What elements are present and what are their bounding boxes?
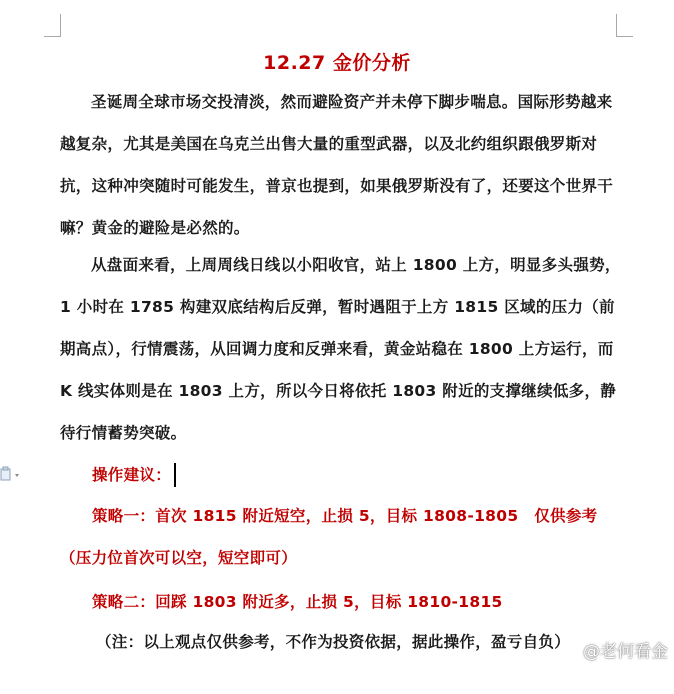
document-title: 12.27 金价分析 [263, 52, 411, 74]
strategy-two: 策略二：回踩 1803 附近多，止损 5，目标 1810-1815 [92, 593, 503, 611]
page-corner-top-left [44, 14, 61, 37]
paragraph-technical-analysis: 从盘面来看，上周周线日线以小阳收官，站上 1800 上方，明显多头强势，1 小时在 1785 构建双底结构后反弹，暂时遇阻于上方 1815 区域的压力（前期高点），行情震荡，从回调力度和反弹来看，黄金站稳在 1800 上方运行，而 K 线实体则是在 1803 上方，所以今日将依托 1803 附近的支撑继续低多，静待行情蓄势突破。 [60, 256, 621, 442]
watermark [561, 637, 668, 662]
page-corner-top-right [616, 14, 633, 37]
advice-label-line [92, 463, 176, 488]
advice-label: 操作建议： [92, 466, 172, 484]
strategy-one: 策略一：首次 1815 附近短空，止损 5，目标 1808-1805 仅供参考（压力位首次可以空，短空即可） [60, 507, 598, 567]
toutiao-logo-icon [561, 640, 581, 660]
paragraph-market-overview: 圣诞周全球市场交投清淡，然而避险资产并未停下脚步喘息。国际形势越来越复杂，尤其是美国在乌克兰出售大量的重型武器，以及北约组织跟俄罗斯对抗，这种冲突随时可能发生，普京也提到，如果俄罗斯没有了，还要这个世界干嘛？黄金的避险是必然的。 [60, 93, 614, 237]
text-cursor [174, 463, 176, 487]
watermark-text: @老何看金 [583, 642, 668, 662]
paste-options-icon[interactable] [0, 466, 22, 484]
disclaimer-note: （注：以上观点仅供参考，不作为投资依据，据此操作，盈亏自负） [96, 633, 571, 651]
